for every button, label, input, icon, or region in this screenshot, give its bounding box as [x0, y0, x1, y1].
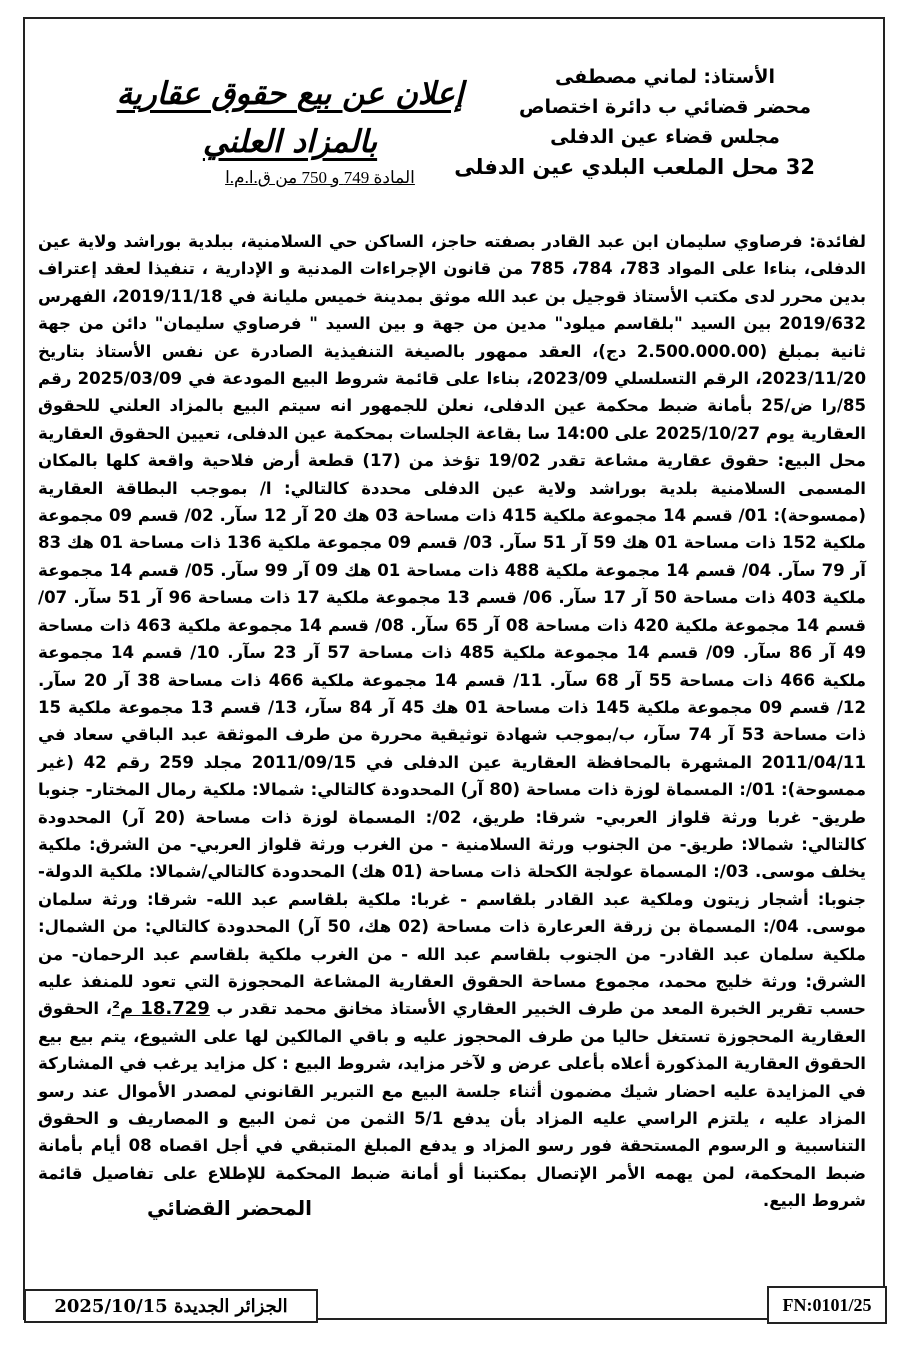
notice-title-block [90, 70, 490, 188]
publication-box: الجزائر الجديدة 2025/10/15 [24, 1289, 318, 1323]
notice-paragraph-2: ، الحقوق العقارية المحجوزة تستغل حاليا من طرف المحجوز عليه و باقي المالكين لها على الشيوع، يتم بيع بيع الحقوق العقارية المذكورة أعلاه بأعلى عرض و لآخر مزايد، شروط البيع : كل مزايد يرغب في المشاركة في المزايدة عليه احضار شيك مضمون أثناء جلسة البيع مع التبرير القانوني لمصدر الأموال عند رسو المزاد عليه ، يلتزم الراسي عليه المزاد بأن يدفع 5/1 الثمن من ثمن البيع و المصاريف و الحقوق التناسبية و الرسوم المستحقة فور رسو المزاد و يدفع المبلغ المتبقي في أجل اقصاه 08 أيام بأمانة ضبط المحكمة، لمن يهمه الأمر الإتصال بمكتبنا أو أمانة ضبط المحكمة للإطلاع على تفاصيل قائمة شروط البيع. [38, 999, 866, 1211]
notice-paragraph-1: لفائدة: فرصاوي سليمان ابن عبد القادر بصفته حاجز، الساكن حي السلامنية، ببلدية بوراشد ولاية عين الدفلى، بناءا على المواد 783، 784، 785 من قانون الإجراءات المدنية و الإدارية ، تنفيذا لعقد إعتراف بدين محرر لدى مكتب الأستاذ قوجيل بن عبد الله موثق بمدينة خميس مليانة في 2019/11/18، الفهرس 2019/632 بين السيد "بلقاسم ميلود" مدين من جهة و بين السيد " فرصاوي سليمان" دائن من جهة ثانية بمبلغ (2.500.000.00 دج)، العقد ممهور بالصيغة التنفيذية الصادرة عن نفس الأستاذ بتاريخ 2023/11/20، الرقم التسلسلي 2023/09، بناءا على قائمة شروط البيع المودعة في 2025/03/09 رقم 85/را ض/25 بأمانة ضبط محكمة عين الدفلى، نعلن للجمهور انه سيتم البيع بالمزاد العلني للحقوق العقارية يوم 2025/10/27 على 14:00 سا بقاعة الجلسات بمحكمة عين الدفلى، تعيين الحقوق العقارية محل البيع: حقوق عقارية مشاعة تقدر 19/02 تؤخذ من (17) قطعة أرض فلاحية واقعة كلها بالمكان المسمى السلامنية بلدية بوراشد ولاية عين الدفلى محددة كالتالي: ا/ بموجب البطاقة العقارية (ممسوحة): 01/ قسم 14 مجموعة ملكية 415 ذات مساحة 03 هك 20 آر 12 سآر. 02/ قسم 09 مجموعة ملكية 152 ذات مساحة 01 هك 59 آر 51 سآر. 03/ قسم 09 مجموعة ملكية 136 ذات مساحة 01 هك 83 آر 79 سآر. 04/ قسم 14 مجموعة ملكية 488 ذات مساحة 01 هك 09 آر 99 سآر. 05/ قسم 14 مجموعة ملكية 403 ذات مساحة 50 آر 17 سآر. 06/ قسم 13 مجموعة ملكية 17 ذات مساحة 96 آر 51 سآر. 07/ قسم 14 مجموعة ملكية 420 ذات مساحة 08 آر 65 سآر. 08/ قسم 14 مجموعة ملكية 463 ذات مساحة 49 آر 86 سآر. 09/ قسم 14 مجموعة ملكية 485 ذات مساحة 57 آر 23 سآر. 10/ قسم 14 مجموعة ملكية 466 ذات مساحة 55 آر 68 سآر. 11/ قسم 14 مجموعة ملكية 466 ذات مساحة 38 آر 20 سآر. 12/ قسم 09 مجموعة ملكية 145 ذات مساحة 01 هك 45 آر 84 سآر، 13/ قسم 13 مجموعة ملكية 15 ذات مساحة 53 آر 74 سآر، ب/بموجب شهادة توثيقية محررة من طرف الموثقة عبد الباقي سعاد في 2011/04/11 المشهرة بالمحافظة العقارية عين الدفلى في 2011/09/15 مجلد 259 رقم 42 (غير ممسوحة): 01/: المسماة لوزة ذات مساحة (80 آر) المحدودة كالتالي: شمالا: ملكية رمال المختار- جنوبا طريق- غربا ورثة قلواز العربي- شرقا: طريق، 02/: المسماة لوزة ذات مساحة (20 آر) المحدودة كالتالي: شمالا: طريق- من الجنوب ورثة السلامنية - من الغرب ورثة قلواز العربي- من الشرق: ملكية يخلف موسى. 03/: المسماة عولجة الكحلة ذات مساحة (01 هك) المحدودة كالتالي/شمالا: ملكية الدولة- جنوبا: أشجار زيتون وملكية عبد القادر بلقاسم - غربا: ملكية بلقاسم عبد الله- شرقا: ورثة سلمان موسى. 04/: المسماة بن زرقة العرعارة ذات مساحة (02 هك، 50 آر) المحدودة كالتالي: من الشمال: ملكية سلمان عبد القادر- من الجنوب بلقاسم عبد الله - من الغرب ملكية بلقاسم عبد الرحمان- من الشرق: ورثة خليج محمد، مجموع مساحة الحقوق العقارية المشاعة المحجوزة التي تعود للمنفذ عليه حسب تقرير الخبرة المعد من طرف الخبير العقاري الأستاذ مخانق محمد تقدر ب [38, 232, 867, 1019]
signature: المحضر القضائي [146, 1196, 312, 1220]
bailiff-name: الأستاذ: لماني مصطفى [554, 66, 776, 88]
file-number-box: FN:0101/25 [767, 1286, 887, 1324]
bailiff-address: 32 محل الملعب البلدي عين الدفلى [454, 155, 815, 179]
bailiff-title: محضر قضائي ب دائرة اختصاص [518, 96, 811, 118]
notice-paragraph [38, 228, 866, 1215]
notice-title-line-2: بالمزاد العلني [202, 124, 378, 160]
notice-title-line-1: إعلان عن بيع حقوق عقارية [116, 76, 464, 112]
total-area: 18.729 م² [112, 998, 210, 1020]
court-council: مجلس قضاء عين الدفلى [550, 126, 780, 148]
notice-body [38, 228, 866, 1215]
bailiff-header [454, 62, 815, 182]
legal-reference: المادة 749 و 750 من ق.ا.م.ا [225, 168, 415, 187]
